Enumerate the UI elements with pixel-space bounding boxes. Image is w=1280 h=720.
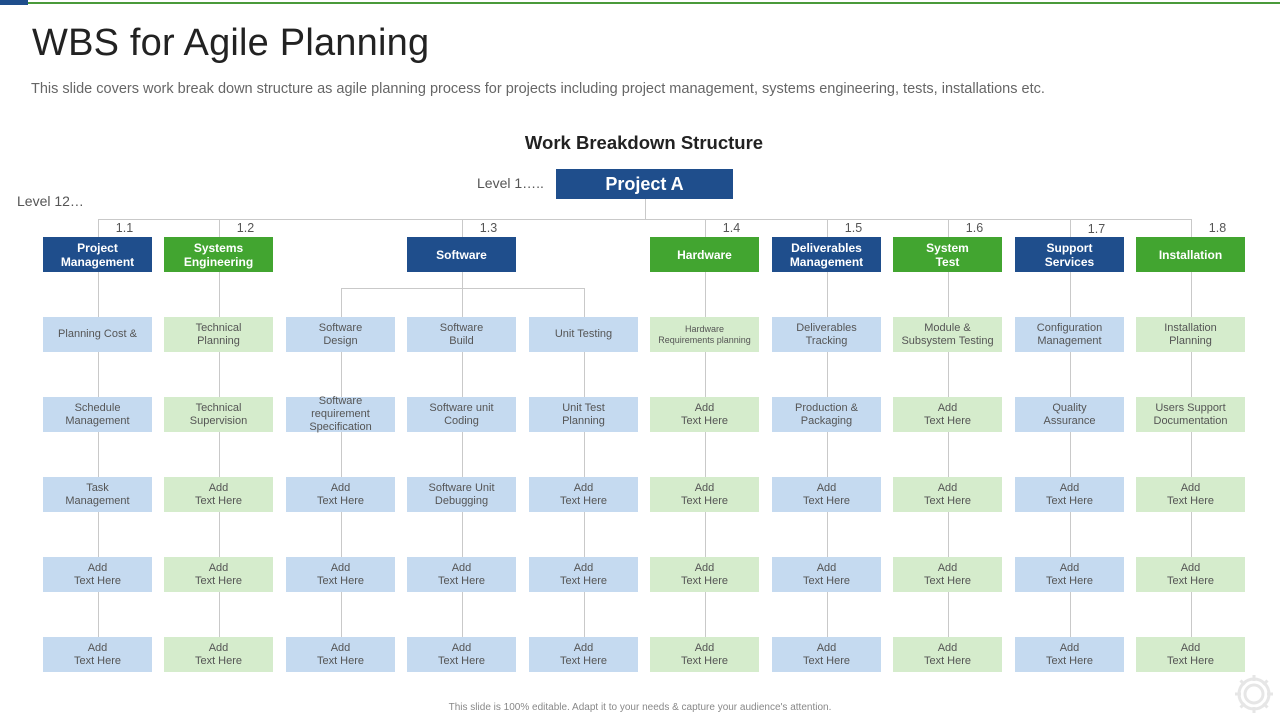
- connector-project-to-bus: [645, 199, 646, 219]
- wbs-task-cell[interactable]: Add Text Here: [529, 557, 638, 592]
- gear-icon: [1232, 672, 1276, 716]
- wbs-task-cell[interactable]: Add Text Here: [164, 557, 273, 592]
- wbs-task-cell[interactable]: Users Support Documentation: [1136, 397, 1245, 432]
- connector-software-bus: [341, 288, 584, 289]
- wbs-number: 1.7: [1087, 222, 1106, 236]
- wbs-task-cell[interactable]: Add Text Here: [772, 557, 881, 592]
- wbs-task-cell[interactable]: Add Text Here: [164, 637, 273, 672]
- level2-label: Level 12…: [17, 193, 84, 209]
- level2-node[interactable]: Support Services: [1015, 237, 1124, 272]
- wbs-task-cell[interactable]: Software requirement Specification: [286, 397, 395, 432]
- wbs-task-cell[interactable]: Add Text Here: [650, 397, 759, 432]
- level1-label: Level 1…..: [477, 175, 544, 191]
- wbs-task-cell[interactable]: Planning Cost &: [43, 317, 152, 352]
- wbs-task-cell[interactable]: Add Text Here: [772, 637, 881, 672]
- wbs-task-cell[interactable]: Schedule Management: [43, 397, 152, 432]
- wbs-task-cell[interactable]: Software Unit Debugging: [407, 477, 516, 512]
- wbs-task-cell[interactable]: Task Management: [43, 477, 152, 512]
- wbs-task-cell[interactable]: Add Text Here: [286, 477, 395, 512]
- wbs-task-cell[interactable]: Add Text Here: [1015, 557, 1124, 592]
- level2-node[interactable]: Systems Engineering: [164, 237, 273, 272]
- top-accent-line: [0, 2, 1280, 4]
- wbs-number: 1.5: [844, 221, 863, 235]
- wbs-task-cell[interactable]: Add Text Here: [286, 557, 395, 592]
- wbs-task-cell[interactable]: Installation Planning: [1136, 317, 1245, 352]
- wbs-task-cell[interactable]: Quality Assurance: [1015, 397, 1124, 432]
- wbs-number: 1.1: [115, 221, 134, 235]
- level2-node[interactable]: System Test: [893, 237, 1002, 272]
- wbs-heading: Work Breakdown Structure: [524, 132, 764, 153]
- wbs-task-cell[interactable]: Add Text Here: [893, 557, 1002, 592]
- wbs-task-cell[interactable]: Add Text Here: [650, 637, 759, 672]
- wbs-task-cell[interactable]: Unit Test Planning: [529, 397, 638, 432]
- wbs-task-cell[interactable]: Hardware Requirements planning: [650, 317, 759, 352]
- slide-footer: This slide is 100% editable. Adapt it to your needs & capture your audience's attention.: [448, 702, 832, 713]
- wbs-task-cell[interactable]: Technical Supervision: [164, 397, 273, 432]
- wbs-task-cell[interactable]: Add Text Here: [407, 637, 516, 672]
- wbs-task-cell[interactable]: Technical Planning: [164, 317, 273, 352]
- wbs-task-cell[interactable]: Software Build: [407, 317, 516, 352]
- wbs-task-cell[interactable]: Add Text Here: [529, 637, 638, 672]
- level2-node[interactable]: Deliverables Management: [772, 237, 881, 272]
- wbs-number: 1.8: [1208, 221, 1227, 235]
- wbs-task-cell[interactable]: Add Text Here: [286, 637, 395, 672]
- wbs-task-cell[interactable]: Add Text Here: [43, 557, 152, 592]
- wbs-task-cell[interactable]: Software Design: [286, 317, 395, 352]
- level2-node[interactable]: Installation: [1136, 237, 1245, 272]
- wbs-task-cell[interactable]: Add Text Here: [1136, 637, 1245, 672]
- wbs-task-cell[interactable]: Add Text Here: [893, 477, 1002, 512]
- slide-subtitle: This slide covers work break down structure as agile planning process for projects including project management, systems engineering, tests, installations etc.: [31, 81, 1045, 97]
- wbs-task-cell[interactable]: Add Text Here: [893, 397, 1002, 432]
- wbs-task-cell[interactable]: Add Text Here: [529, 477, 638, 512]
- wbs-task-cell[interactable]: Add Text Here: [1015, 637, 1124, 672]
- level2-node[interactable]: Hardware: [650, 237, 759, 272]
- project-node[interactable]: Project A: [556, 169, 733, 199]
- wbs-task-cell[interactable]: Add Text Here: [650, 477, 759, 512]
- wbs-task-cell[interactable]: Add Text Here: [43, 637, 152, 672]
- wbs-task-cell[interactable]: Add Text Here: [1015, 477, 1124, 512]
- slide-title: WBS for Agile Planning: [32, 22, 430, 64]
- wbs-task-cell[interactable]: Configuration Management: [1015, 317, 1124, 352]
- wbs-number: 1.4: [722, 221, 741, 235]
- connector-bus: [98, 219, 1191, 220]
- wbs-number: 1.6: [965, 221, 984, 235]
- wbs-task-cell[interactable]: Add Text Here: [772, 477, 881, 512]
- wbs-task-cell[interactable]: Add Text Here: [1136, 557, 1245, 592]
- wbs-task-cell[interactable]: Add Text Here: [164, 477, 273, 512]
- wbs-task-cell[interactable]: Add Text Here: [407, 557, 516, 592]
- top-accent-marker: [0, 0, 28, 5]
- wbs-task-cell[interactable]: Production & Packaging: [772, 397, 881, 432]
- wbs-task-cell[interactable]: Module & Subsystem Testing: [893, 317, 1002, 352]
- wbs-task-cell[interactable]: Deliverables Tracking: [772, 317, 881, 352]
- wbs-task-cell[interactable]: Add Text Here: [1136, 477, 1245, 512]
- wbs-number: 1.3: [479, 221, 498, 235]
- level2-node[interactable]: Project Management: [43, 237, 152, 272]
- wbs-task-cell[interactable]: Unit Testing: [529, 317, 638, 352]
- level2-node[interactable]: Software: [407, 237, 516, 272]
- wbs-task-cell[interactable]: Add Text Here: [893, 637, 1002, 672]
- wbs-number: 1.2: [236, 221, 255, 235]
- wbs-task-cell[interactable]: Software unit Coding: [407, 397, 516, 432]
- wbs-task-cell[interactable]: Add Text Here: [650, 557, 759, 592]
